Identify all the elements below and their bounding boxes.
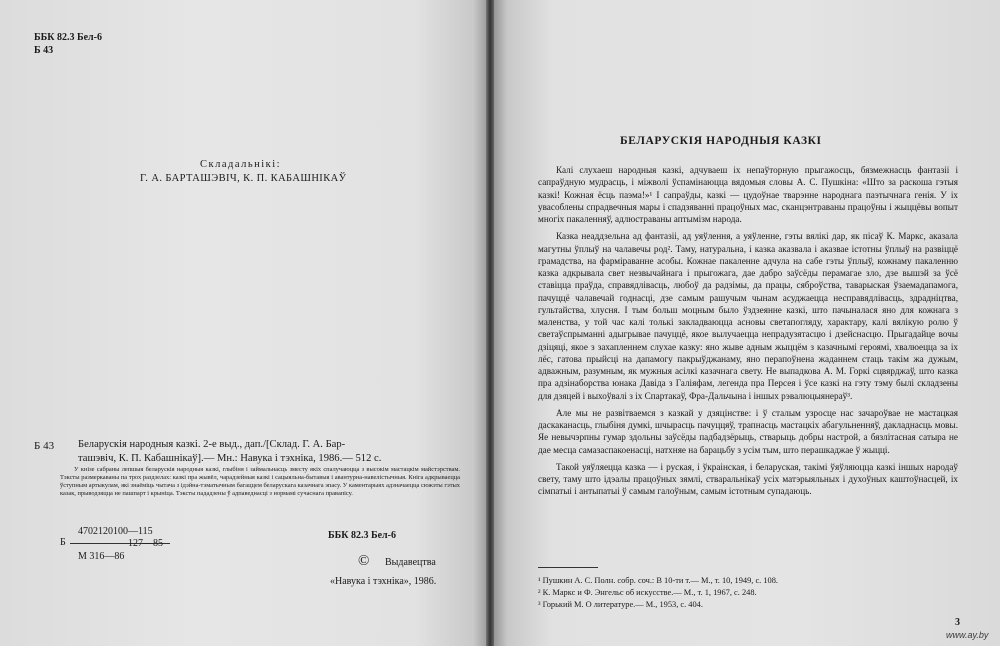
publisher: «Навука і тэхніка», 1986. (330, 576, 437, 587)
catalog-entry (78, 438, 381, 465)
classification-code: ББК 82.3 Бел-6 (34, 32, 102, 43)
footnote-1: ¹ Пушкин А. С. Полн. собр. соч.: В 10-ти т.— М., т. 10, 1949, с. 108. (538, 576, 779, 585)
left-page (0, 0, 488, 646)
catalog-entry-line2: ташэвіч, К. П. Кабашнікаў].— Мн.: Навука і тэхніка, 1986.— 512 с. (78, 452, 382, 464)
footnote-2: ² К. Маркс и Ф. Энгельс об искусстве.— М., т. 1, 1967, с. 248. (538, 588, 757, 597)
footnote-separator (538, 567, 598, 568)
author-sign: Б 43 (34, 45, 54, 56)
paragraph-4: Такой уяўляецца казка — і руская, і ўкраінская, і беларуская, такімі ўяўляюцца казкі іншых народаў свету, таму што ідэалы працоўных зямлі, стваральнікаў усіх матэрыяльных і духоўных каштоўнасцей, іх сімпатыі і антыпатыі ў самым галоўным, самым істотным супадаюць. (538, 461, 958, 497)
footnote-3: ³ Горький М. О литературе.— М., 1953, с. 404. (538, 600, 703, 609)
catalog-entry-line1: Беларускія народныя казкі. 2-е выд., дап./[Склад. Г. А. Бар- (78, 439, 346, 450)
copyright-label: Выдавецтва (385, 557, 436, 568)
paragraph-2: Казка неаддзельна ад фантазіі, ад уяўлення, а уяўленне, гэты вялікі дар, як пісаў К. Маркс, аказала магутны ўплыў на чалавечы род². Таму, натуральна, і казка аказвала і аказвае істотны ўплыў на развіццё грамадства, на фарміраванне асобы. Кожнае пакаленне адчула на сабе гэты ўплыў, кожнаму пакаленню казка адкрывала свет незвычайнага і прыгожага, дае дабро заўсёды перамагае зло, дзе вышэй за ўсё ставіцца праўда, справядлівасць, любоў да радзімы, да працы, сяброўства, таварыская ўзаемадапамога, пачуццё чалавечай годнасці, дзе самым рашучым чынам асуджаецца несправядлівасць, здрадніцтва, гультайства, хлусня. І тым больш моцным было ўздзеянне казкі, што пачыналася яно для кожнага з маленства, у той час калі толькі закладваюцца асновы светапогляду, характару, калі вялікую ролю ў светаўспрыманні адыгрывае пачуццё, якое вылучаецца непрадузятасцю і дзейснасцю. Прыгадайце вочы дзіцяці, якое з захапленнем слухае казку: яно жыве адным жыццём з казачнымі героямі, хвалюецца за іх лёс, гатова прыйсці на дапамогу пакрыўджанаму, яно перапоўнена жаданнем стаць такім жа дужым, адважным, разумным, як мужныя асілкі казачнага свету. Не выпадкова А. М. Горкі сцвярджаў, што казка пра адзінаборства юнака Давіда з Галіяфам, легенда пра Персея і ўсе казкі на гэту тэму былі складзены для дзяцей і выхоўвалі з іх Спартакаў, Фра-Дальчына і іншых рэвалюцыянераў³. (538, 231, 958, 401)
page-title: БЕЛАРУСКІЯ НАРОДНЫЯ КАЗКІ (620, 135, 822, 147)
compilers-label: Складальнікі: (200, 159, 282, 170)
body-text (538, 164, 958, 503)
watermark: www.ay.by (946, 630, 989, 640)
code-second: М 316—86 (78, 551, 125, 562)
code-denominator: 127—85 (128, 538, 163, 549)
bbk-bottom: ББК 82.3 Бел-6 (328, 530, 396, 541)
copyright-symbol: © (358, 553, 370, 569)
code-numerator: 4702120100—115 (78, 526, 153, 537)
paragraph-1: Калі слухаеш народныя казкі, адчуваеш іх непаўторную прыгажосць, бязмежнасць фантазіі і сапраўдную мудрасць, і міжволі ўспамінаюцца вядомыя словы А. С. Пушкіна: «Што за раскоша гэтыя казкі! Кожная ёсць паэма!»¹ І сапраўды, казкі — цудоўнае тварэнне народнага паэтычнага генія. У іх увасоблены спрадвечныя мары і спадзяванні працоўных мас, сканцэнтраваны працоўны і жыццёвы вопыт многіх пакаленняў, адлюстраваны аптымізм народа. (538, 165, 958, 224)
page-number: 3 (955, 617, 960, 628)
code-prefix: Б (60, 537, 66, 548)
paragraph-3: Але мы не развітваемся з казкай у дзяцінстве: і ў сталым узросце нас зачароўвае не мастацкая даскаканасць, глыбіня думкі, шчырасць пачуццяў, трапнасць мастацкіх абагульненняў, дакладнасць мовы. Яе невычэрпны гумар здольны заўсёды падбадзёрыць, стварыць добры настрой, а бязлітасная сатыра не дае месца самазаспакоенасці, натхняе на барацьбу з усім тым, што перашкаджае ў жыцці. (538, 407, 958, 455)
compilers-names: Г. А. БАРТАШЭВІЧ, К. П. КАБАШНІКАЎ (140, 173, 347, 184)
book-gutter (486, 0, 494, 646)
book-annotation: У кнізе сабраны лепшыя беларускія народныя казкі, глыбіня і займальнасць зместу якіх спалучаюцца з высокім мастацкім майстэрствам. Тэксты размеркаваны па трох раздзелах: казкі пра жывёл, чарадзейныя казкі і сацыяльна-бытавыя і авантурна-навелістычныя. Кніга адкрываецца ўступным артыкулам, які знаёміць чытача з ідэйна-тэматычным багаццем беларускага казачнага эпасу. У каментарыях адзначаецца сюжэты гэтых казак, прыводзяцца не пашпарт і крыніца. Тэксты пададзены ў адпаведнасці з нормамі сучаснага правапісу. (60, 466, 460, 497)
catalog-sign: Б 43 (34, 440, 55, 452)
